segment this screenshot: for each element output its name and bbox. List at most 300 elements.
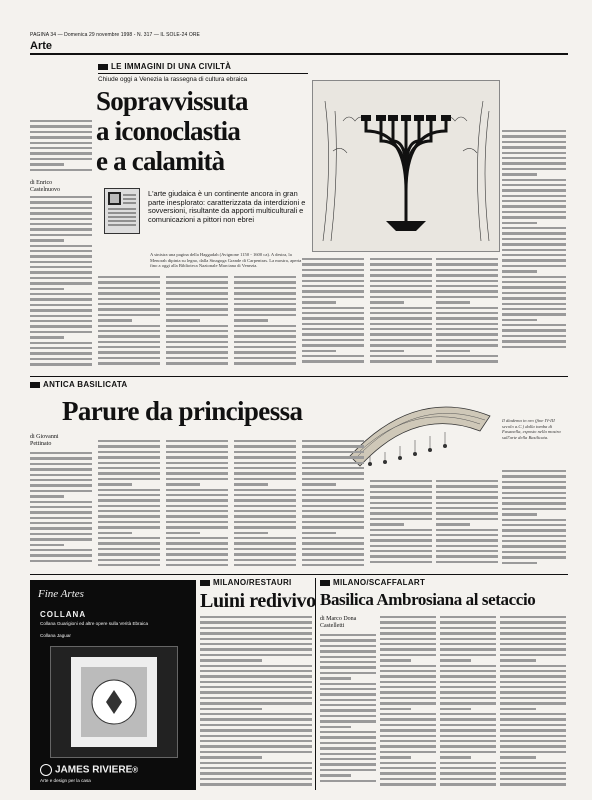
text-line [200,665,312,667]
text-line [502,497,566,499]
text-line [436,328,498,330]
text-line [30,282,92,284]
text-line [502,243,566,245]
text-line [166,553,228,555]
text-line [98,341,160,343]
text-line [234,515,296,517]
text-line [502,135,566,137]
text-line [500,702,566,704]
article2-column-1 [30,452,92,570]
text-line [500,681,566,683]
text-line [30,163,64,165]
text-line [98,351,160,353]
article4-column-4 [500,616,566,790]
text-line [98,559,160,561]
text-line [30,560,92,562]
text-line [440,616,496,618]
text-line [200,735,312,737]
text-line [302,344,364,346]
text-line [98,298,160,300]
text-line [500,751,566,753]
text-line [166,548,228,550]
text-line [166,276,228,278]
text-line [30,125,92,127]
article1-subkicker: Chiude oggi a Venezia la rassegna di cultura ebraica [98,76,248,83]
text-line [98,515,160,517]
text-line [436,317,498,319]
text-line [500,697,566,699]
text-line [30,506,92,508]
text-line [30,271,92,273]
article4-headline: Basilica Ambrosiana al setaccio [320,590,536,609]
article1-intro [30,120,92,176]
text-line [98,472,160,474]
article1-deck: L'arte giudaica è un continente ancora in gran parte inesplorato: caratterizzata da interdizioni e sovversioni, risultante da apporti multiculturali e comunicazioni a pittori non ebrei [148,189,306,224]
text-line [436,269,498,271]
text-line [320,656,376,658]
article2-column-5 [302,440,364,570]
text-line [30,538,92,540]
advert-script-title: Fine Artes [38,588,84,600]
text-line [98,532,132,534]
text-line [370,491,432,493]
text-line [502,297,566,299]
text-line [440,621,496,623]
text-line [30,331,92,333]
text-line [440,735,496,737]
text-line [98,467,160,469]
text-line [380,762,436,764]
text-line [320,699,376,701]
text-line [30,544,64,546]
publisher-name: JAMES RIVIERE [55,764,133,776]
text-line [502,157,566,159]
text-line [234,478,296,480]
text-line [500,772,566,774]
text-line [30,218,92,220]
text-line [166,483,200,485]
text-line [380,756,411,758]
text-line [98,553,160,555]
text-line [166,287,228,289]
article-divider [30,574,568,575]
text-line [200,638,312,640]
article2-column-2 [98,440,160,570]
text-line [98,346,160,348]
text-line [200,643,312,645]
article1-right-column [502,130,566,355]
text-line [436,350,470,352]
text-line [234,287,296,289]
kicker-bar-icon [200,580,210,586]
text-line [30,484,92,486]
text-line [30,147,92,149]
publisher-logo-icon [40,764,52,776]
text-line [98,564,160,566]
text-line [30,336,64,338]
text-line [380,697,436,699]
text-line [320,726,351,728]
text-line [302,258,364,260]
text-line [30,554,92,556]
text-line [320,753,376,755]
text-line [502,276,566,278]
text-line [370,317,432,319]
text-line [370,534,432,536]
text-line [234,303,296,305]
article4-column-2 [380,616,436,790]
text-line [166,451,228,453]
text-line [502,259,566,261]
text-line [166,440,228,442]
text-line [166,298,228,300]
text-line [234,292,296,294]
text-line [200,621,312,623]
text-line [380,767,436,769]
text-line [380,740,436,742]
text-line [502,340,566,342]
text-line [234,319,268,321]
text-line [370,339,432,341]
text-line [98,456,160,458]
article1-column-2 [98,276,160,371]
text-line [380,665,436,667]
text-line [234,505,296,507]
headline-line: Sopravvissuta [96,86,248,116]
article1-column-5 [302,258,364,371]
text-line [370,507,432,509]
text-line [200,767,312,769]
text-line [234,276,296,278]
text-line [502,173,537,175]
text-line [380,670,436,672]
text-line [302,360,364,362]
text-line [440,724,496,726]
text-line [234,559,296,561]
text-line [320,704,376,706]
text-line [200,654,312,656]
text-line [370,290,432,292]
text-line [370,323,432,325]
text-line [98,281,160,283]
text-line [320,715,376,717]
text-line [166,346,228,348]
text-line [436,280,498,282]
text-line [370,301,404,303]
text-line [302,440,364,442]
kicker-bar-icon [320,580,330,586]
text-line [436,301,470,303]
text-line [98,526,160,528]
text-line [200,616,312,618]
text-line [502,168,566,170]
text-line [436,480,498,482]
byline-author: Pettinato [30,441,52,447]
text-line [320,650,376,652]
text-line [320,666,376,668]
text-line [370,518,432,520]
text-line [234,548,296,550]
text-line [320,693,376,695]
text-line [440,638,496,640]
text-line [500,729,566,731]
kicker-bar-icon [98,64,108,70]
text-line [30,315,92,317]
text-line [436,285,498,287]
text-line [500,627,566,629]
text-line [436,534,498,536]
text-line [370,344,432,346]
text-line [320,747,376,749]
text-line [436,344,498,346]
text-line [302,548,364,550]
text-line [436,507,498,509]
text-line [234,537,296,539]
text-line [30,136,92,138]
text-line [500,735,566,737]
text-line [166,456,228,458]
text-line [502,179,566,181]
text-line [30,250,92,252]
text-line [436,296,498,298]
text-line [502,211,566,213]
text-line [380,778,436,780]
text-line [302,456,364,458]
text-line [98,510,160,512]
text-line [166,542,228,544]
text-line [98,303,160,305]
article1-column-7 [436,258,498,371]
text-line [302,296,364,298]
text-line [500,616,566,618]
text-line [380,713,436,715]
text-line [502,329,566,331]
text-line [320,736,376,738]
text-line [302,499,364,501]
text-line [30,131,92,133]
text-line [200,708,262,710]
text-line [370,529,432,531]
text-line [166,505,228,507]
text-line [98,276,160,278]
article2-byline [30,434,59,448]
text-line [30,309,92,311]
text-line [380,632,436,634]
text-line [98,357,160,359]
text-line [166,292,228,294]
text-line [370,307,432,309]
text-line [302,269,364,271]
text-line [200,729,312,731]
text-line [200,670,312,672]
text-line [380,638,436,640]
text-line [502,470,566,472]
article2-column-4 [234,440,296,570]
text-line [30,234,92,236]
text-line [502,481,566,483]
text-line [234,521,296,523]
text-line [380,708,411,710]
text-line [234,335,296,337]
text-line [320,769,376,771]
article1-column-6 [370,258,432,371]
article1-column-1 [30,196,92,371]
text-line [30,468,92,470]
text-line [30,452,92,454]
text-line [234,451,296,453]
text-line [166,467,228,469]
text-line [234,281,296,283]
text-line [166,351,228,353]
advert-box[interactable] [30,580,196,790]
text-line [30,239,64,241]
text-line [502,524,566,526]
text-line [98,319,132,321]
text-line [370,502,432,504]
text-line [436,339,498,341]
text-line [302,307,364,309]
text-line [370,360,432,362]
byline-prefix: di Enrico [30,180,53,186]
text-line [502,146,566,148]
text-line [166,281,228,283]
text-line [500,762,566,764]
text-line [98,330,160,332]
article2-column-6 [370,480,432,570]
text-line [500,783,566,785]
text-line [440,708,471,710]
text-line [98,440,160,442]
text-line [30,158,92,160]
text-line [436,258,498,260]
text-line [200,686,312,688]
text-line [302,483,336,485]
text-line [370,545,432,547]
decorative-pattern-icon [51,647,177,757]
text-line [30,228,92,230]
text-line [500,708,536,710]
text-line [302,323,364,325]
text-line [502,205,566,207]
text-line [166,510,228,512]
text-line [380,616,436,618]
text-line [502,189,566,191]
text-line [502,254,566,256]
text-line [436,323,498,325]
text-line [320,683,376,685]
text-line [200,718,312,720]
text-line [502,184,566,186]
text-line [380,675,436,677]
text-line [436,333,498,335]
text-line [200,745,312,747]
text-line [166,303,228,305]
text-line [500,718,566,720]
text-line [500,638,566,640]
masthead-line: PAGINA 34 — Domenica 29 novembre 1998 - N. 317 — IL SOLE-24 ORE [30,32,200,38]
text-line [436,523,470,525]
text-line [166,537,228,539]
text-line [166,526,228,528]
text-line [500,756,536,758]
publisher-suffix: ® [132,765,139,775]
article4-kicker-text: MILANO/SCAFFALART [333,578,426,587]
text-line [30,363,92,365]
text-line [500,654,566,656]
text-line [380,686,436,688]
text-line [98,483,132,485]
text-line [98,505,160,507]
text-line [200,772,312,774]
text-line [98,292,160,294]
text-line [234,542,296,544]
text-line [440,751,496,753]
text-line [30,266,92,268]
text-line [380,772,436,774]
article2-caption: Il diadema in oro (fine IV-III secolo a.C.) dalla tomba di Fasanella, esposto nella mostra sull'arte della Basilicata. [502,418,561,440]
text-line [166,515,228,517]
text-line [166,462,228,464]
text-line [166,314,228,316]
text-line [166,445,228,447]
text-line [234,351,296,353]
text-line [380,718,436,720]
text-line [380,659,411,661]
text-line [30,196,92,198]
text-line [30,245,92,247]
text-line [502,475,566,477]
text-line [166,521,228,523]
text-line [502,195,566,197]
text-line [200,778,312,780]
text-line [436,312,498,314]
text-line [302,472,364,474]
text-line [302,328,364,330]
text-line [200,691,312,693]
text-line [30,201,92,203]
text-line [502,346,566,348]
kicker-bar-icon [30,382,40,388]
headline-line: a iconoclastia [96,116,241,146]
text-line [502,216,566,218]
text-line [380,627,436,629]
article1-kicker [98,62,231,71]
text-line [320,758,376,760]
text-line [380,729,436,731]
text-line [502,141,566,143]
text-line [500,648,566,650]
text-line [436,502,498,504]
text-line [166,564,228,566]
text-line [502,281,566,283]
text-line [30,358,92,360]
text-line [440,670,496,672]
article1-kicker-text: LE IMMAGINI DI UNA CIVILTÀ [111,62,232,71]
column-divider [315,578,316,790]
text-line [234,440,296,442]
text-line [502,508,566,510]
text-line [500,724,566,726]
text-line [370,258,432,260]
text-line [302,462,364,464]
text-line [380,783,436,785]
byline-author: Castelletti [320,623,345,629]
text-line [440,691,496,693]
text-line [440,675,496,677]
text-line [500,659,536,661]
text-line [370,561,432,563]
text-line [302,521,364,523]
